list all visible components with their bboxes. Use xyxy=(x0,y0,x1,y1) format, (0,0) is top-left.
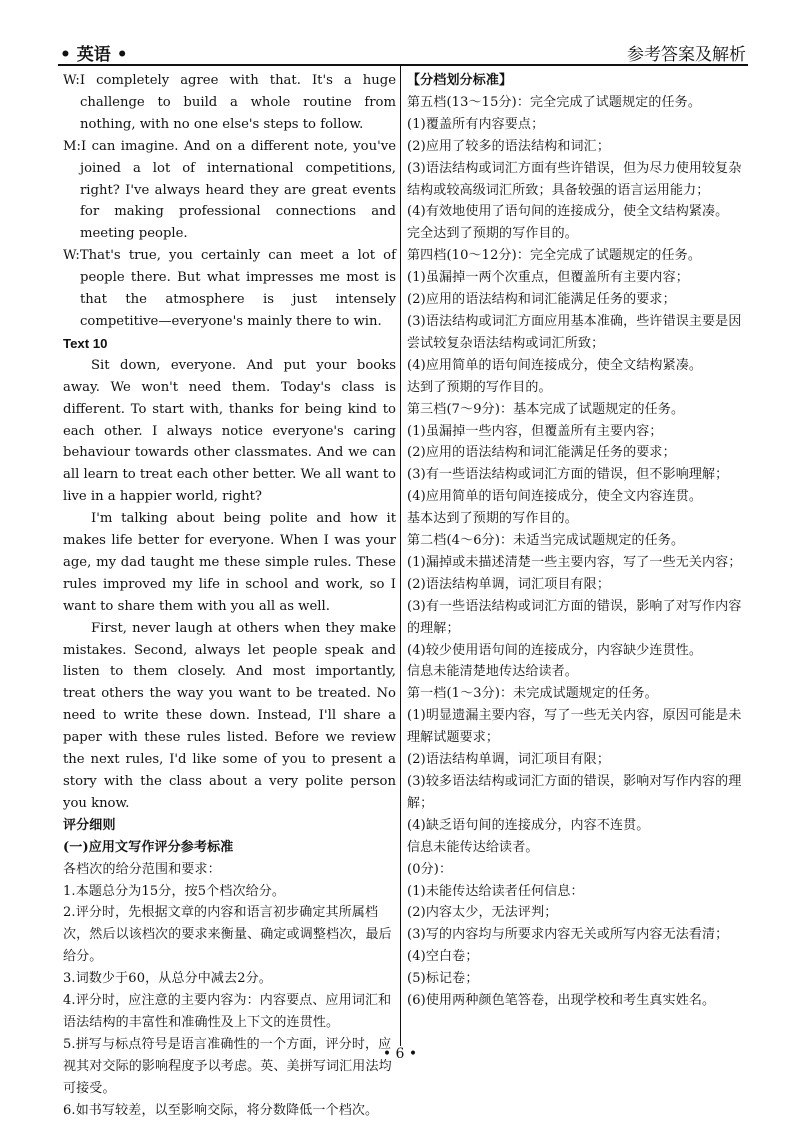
grading-line: 基本达到了预期的写作目的。 xyxy=(407,511,578,527)
grading-line: (3)有一些语法结构或词汇方面的错误，影响了对写作内容的理解； xyxy=(407,598,742,636)
dialogue-line: M:I can imagine. And on a different note, you've joined a lot of international competitions, right? I've always heard they are great events for making professional connections and meeting people. xyxy=(63,138,396,242)
grading-line: (3)有一些语法结构或词汇方面的错误，但不影响理解； xyxy=(407,467,729,483)
rule-item: 4.评分时，应注意的主要内容为：内容要点、应用词汇和语法结构的丰富性和准确性及上下文的连贯性。 xyxy=(63,993,392,1030)
text10-paragraph: Sit down, everyone. And put your books away. We won't need them. Today's class is different. To start with, thanks for being kind to each other. I always notice everyone's caring behaviour towards other classmates. And we can all learn to treat each other better. We all want to live in a happier world, right? xyxy=(63,357,396,505)
grading-line: (2)内容太少，无法评判； xyxy=(407,905,558,921)
rule-item: 3.词数少于60，从总分中减去2分。 xyxy=(63,971,272,987)
grading-line: 第一档(1～3分)：未完成试题规定的任务。 xyxy=(407,686,658,702)
grading-line: (4)缺乏语句间的连接成分，内容不连贯。 xyxy=(407,817,650,833)
grading-line: 信息未能传达给读者。 xyxy=(407,839,539,855)
grading-lines xyxy=(407,92,745,1012)
grading-line: 第五档(13～15分)：完全完成了试题规定的任务。 xyxy=(407,94,701,110)
section-title: 评分细则 xyxy=(63,817,116,833)
dialogue-line: W:That's true, you certainly can meet a lot of people there. But what impresses me most is that the atmosphere is just intensely competitive—everyone's mainly there to win. xyxy=(63,248,396,329)
grading-line: (4)应用简单的语句间连接成分，使全文结构紧凑。 xyxy=(407,357,703,373)
grading-line: (2)应用的语法结构和词汇能满足任务的要求； xyxy=(407,445,676,461)
section-label: 参考答案及解析 xyxy=(627,45,746,65)
grading-line: (1)虽漏掉一两个次重点，但覆盖所有主要内容； xyxy=(407,270,689,286)
dialogue-line: W:I completely agree with that. It's a huge challenge to build a whole routine from nothing, with no one else's steps to follow. xyxy=(63,73,396,132)
grading-line: (4)较少使用语句间的连接成分，内容缺少连贯性。 xyxy=(407,642,703,658)
right-column xyxy=(407,70,745,1012)
grading-line: (1)未能传达给读者任何信息： xyxy=(407,883,584,899)
grading-line: (2)应用了较多的语法结构和词汇； xyxy=(407,138,610,154)
grading-line: (4)应用简单的语句间连接成分，使全文内容连贯。 xyxy=(407,489,703,505)
page-header xyxy=(58,38,748,66)
grading-line: (1)漏掉或未描述清楚一些主要内容，写了一些无关内容； xyxy=(407,554,742,570)
grading-line: (3)语法结构或词汇方面有些许错误，但为尽力使用较复杂结构或较高级词汇所致；具备较强的语言运用能力； xyxy=(407,160,742,198)
grading-line: 第三档(7～9分)：基本完成了试题规定的任务。 xyxy=(407,401,685,417)
grading-line: (4)有效地使用了语句间的连接成分，使全文结构紧凑。 xyxy=(407,204,729,220)
text10-paragraph: I'm talking about being polite and how it makes life better for everyone. When I was your age, my dad taught me these simple rules. These rules improved my life in school and work, so I want to share them with you all as well. xyxy=(63,511,396,614)
grading-line: (3)较多语法结构或词汇方面的错误，影响对写作内容的理解； xyxy=(407,774,742,811)
grading-line: (0分)： xyxy=(407,861,453,877)
rule-item: 1.本题总分为15分，按5个档次给分。 xyxy=(63,883,286,899)
grading-line: (1)覆盖所有内容要点； xyxy=(407,116,545,132)
grading-line: 完全达到了预期的写作目的。 xyxy=(407,226,578,242)
column-divider xyxy=(400,66,401,1046)
rule-item: 2.评分时，先根据文章的内容和语言初步确定其所属档次，然后以该档次的要求来衡量、确定或调整档次，最后给分。 xyxy=(63,905,392,965)
grading-line: 达到了预期的写作目的。 xyxy=(407,379,552,395)
left-column xyxy=(63,70,396,1122)
text10-paragraph: First, never laugh at others when they make mistakes. Second, always let people speak and listen to them closely. And most importantly, treat others the way you want to be treated. No need to write these down. Instead, I'll share a paper with these rules listed. Before we review the next rules, I'd like some of you to present a story with the class about a very polite person you know. xyxy=(63,620,396,811)
grading-line: (2)应用的语法结构和词汇能满足任务的要求； xyxy=(407,292,676,308)
grading-line: (2)语法结构单调，词汇项目有限； xyxy=(407,576,610,592)
grading-line: (1)虽漏掉一些内容，但覆盖所有主要内容； xyxy=(407,423,663,439)
grading-line: 信息未能清楚地传达给读者。 xyxy=(407,664,578,680)
grading-line: (5)标记卷； xyxy=(407,971,479,987)
grading-line: (2)语法结构单调，词汇项目有限； xyxy=(407,752,610,768)
sub-title: (一)应用文写作评分参考标准 xyxy=(63,839,234,855)
grading-line: 第二档(4～6分)：未适当完成试题规定的任务。 xyxy=(407,533,685,549)
grading-line: (6)使用两种颜色笔答卷，出现学校和考生真实姓名。 xyxy=(407,993,716,1009)
grading-line: (3)语法结构或词汇方面应用基本准确，些许错误主要是因尝试较复杂语法结构或词汇所致； xyxy=(407,313,742,351)
grading-line: (1)明显遗漏主要内容，写了一些无关内容，原因可能是未理解试题要求； xyxy=(407,708,742,746)
rule-item: 5.拼写与标点符号是语言准确性的一个方面，评分时，应视其对交际的影响程度予以考虑。英、美拼写词汇用法均可接受。 xyxy=(63,1036,392,1096)
grading-line: (4)空白卷； xyxy=(407,949,479,965)
intro-text: 各档次的给分范围和要求： xyxy=(63,861,221,877)
grading-line: (3)写的内容均与所要求内容无关或所写内容无法看清； xyxy=(407,927,729,943)
grading-line: 第四档(10～12分)：完全完成了试题规定的任务。 xyxy=(407,248,701,264)
text10-title: Text 10 xyxy=(63,335,108,351)
subject-label: • 英语 • xyxy=(60,45,128,65)
rule-item: 6.如书写较差，以至影响交际，将分数降低一个档次。 xyxy=(63,1102,379,1118)
page-number: • 6 • xyxy=(382,1046,418,1062)
grading-title: 【分档划分标准】 xyxy=(407,73,513,88)
